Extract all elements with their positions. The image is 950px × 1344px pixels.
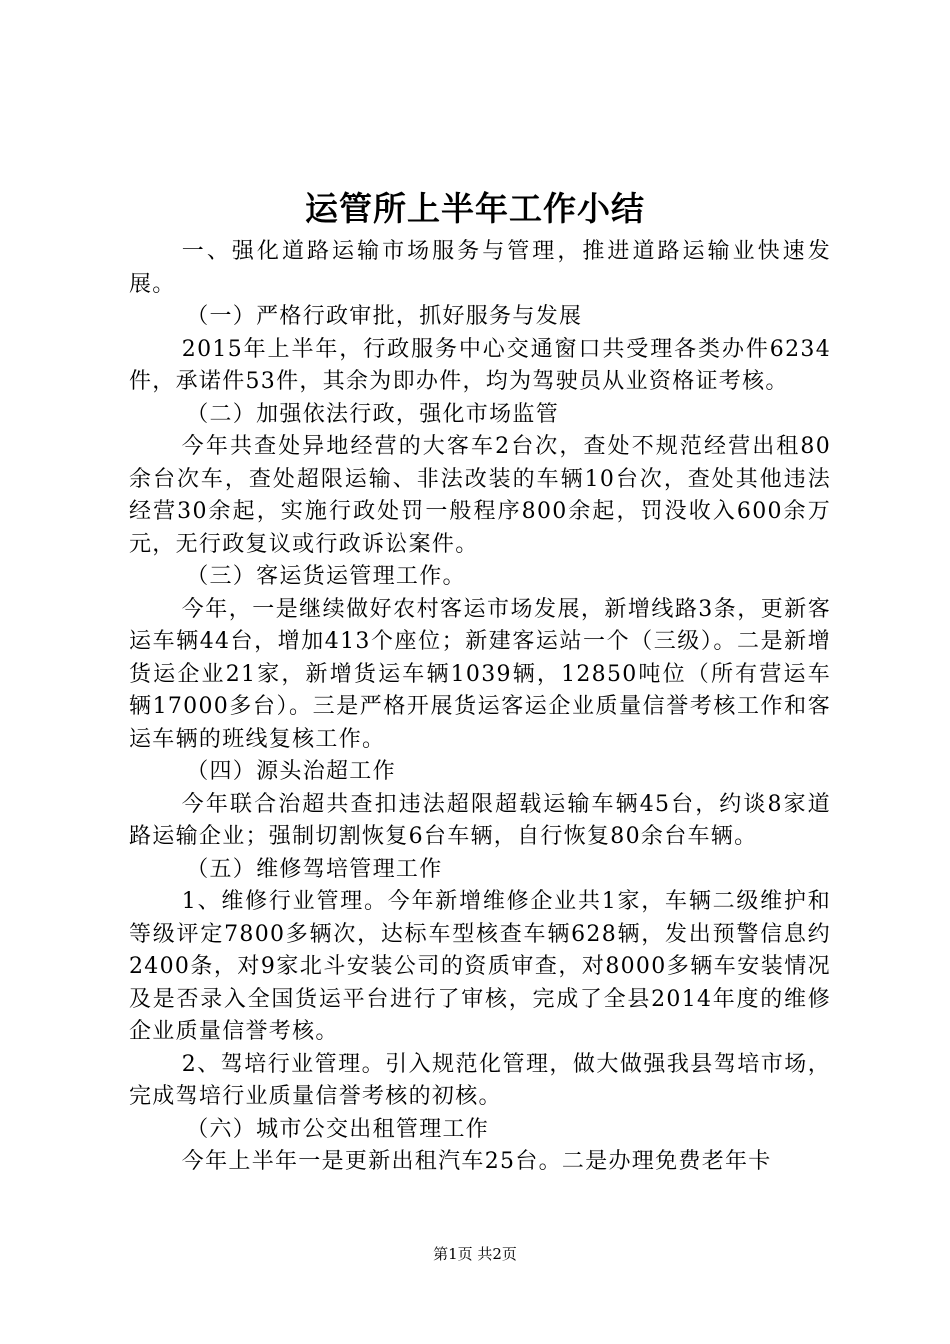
- subsection-heading-4: （四）源头治超工作: [186, 759, 396, 784]
- paragraph-3: 今年，一是继续做好农村客运市场发展，新增线路3条，更新客运车辆44台，增加413个座位；新建客运站一个（三级）。二是新增货运企业21家，新增货运车辆1039辆，12850吨位（所有营运车辆17000多台）。三是严格开展货运客运企业质量信誉考核工作和客运车辆的班线复核工作。: [129, 596, 831, 752]
- paragraph-2: 今年共查处异地经营的大客车2台次，查处不规范经营出租80余台次车，查处超限运输、非法改装的车辆10台次，查处其他违法经营30余起，实施行政处罚一般程序800余起，罚没收入600余万元，无行政复议或行政诉讼案件。: [129, 434, 831, 557]
- subsection-heading-2: （二）加强依法行政，强化市场监管: [186, 401, 559, 427]
- subsection-heading-5: （五）维修驾培管理工作: [186, 856, 443, 882]
- subsection-heading-3: （三）客运货运管理工作。: [186, 564, 466, 589]
- paragraph-6: 2、驾培行业管理。引入规范化管理，做大做强我县驾培市场，完成驾培行业质量信誉考核的初核。: [129, 1051, 831, 1109]
- paragraph-7: 今年上半年一是更新出租汽车25台。二是办理免费老年卡: [181, 1149, 772, 1174]
- subsection-heading-1: （一）严格行政审批，抓好服务与发展: [186, 304, 583, 329]
- subsection-heading-6: （六）城市公交出租管理工作: [186, 1116, 490, 1142]
- paragraph-5: 1、维修行业管理。今年新增维修企业共1家，车辆二级维护和等级评定7800多辆次，达标车型核查车辆628辆，发出预警信息约2400条，对9家北斗安装公司的资质审查，对8000多辆车安装情况及是否录入全国货运平台进行了审核，完成了全县2014年度的维修企业质量信誉考核。: [129, 889, 831, 1044]
- document-title: 运管所上半年工作小结: [305, 189, 645, 228]
- document-body: [129, 236, 831, 1179]
- page-footer: 第1页 共2页: [433, 1245, 517, 1263]
- section-heading-1: 一、强化道路运输市场服务与管理，推进道路运输业快速发展。: [129, 239, 831, 297]
- paragraph-4: 今年联合治超共查扣违法超限超载运输车辆45台，约谈8家道路运输企业；强制切割恢复6台车辆，自行恢复80余台车辆。: [129, 791, 831, 849]
- paragraph-1: 2015年上半年，行政服务中心交通窗口共受理各类办件6234件，承诺件53件，其余为即办件，均为驾驶员从业资格证考核。: [129, 336, 831, 394]
